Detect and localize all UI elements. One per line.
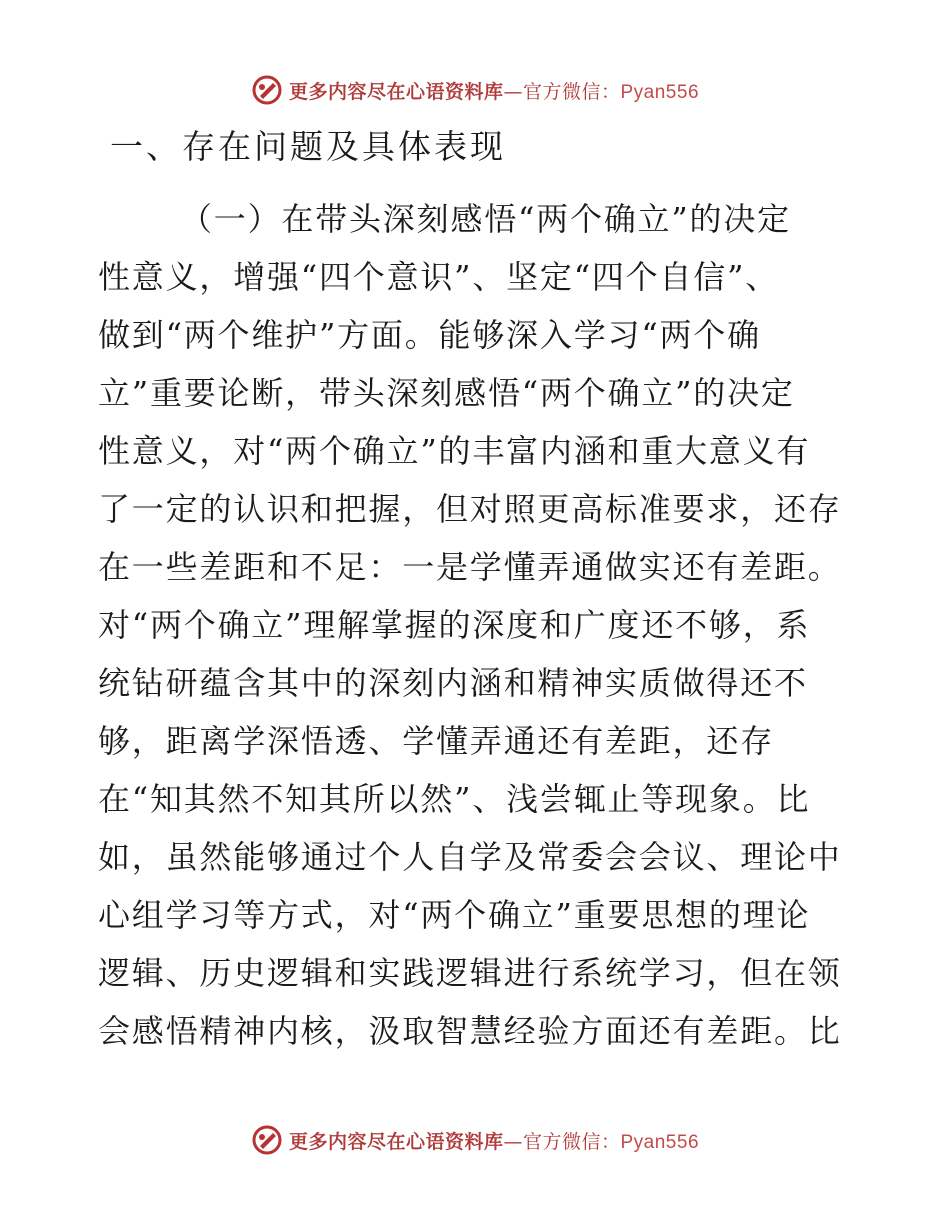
banner-wechat-id: Pyan556 (620, 1131, 700, 1153)
paragraph-line: 了一定的认识和把握，但对照更高标准要求，还存 (98, 490, 842, 528)
footer-banner (0, 1120, 950, 1160)
paragraph-line: 性意义，增强“四个意识”、坚定“四个自信”、 (98, 258, 780, 296)
banner-separator: — (503, 1130, 523, 1153)
paragraph-line: 在一些差距和不足：一是学懂弄通做实还有差距。 (98, 548, 842, 586)
paragraph-line: 如，虽然能够通过个人自学及常委会会议、理论中 (98, 838, 842, 876)
paragraph-line: 对“两个确立”理解掌握的深度和广度还不够，系 (98, 606, 811, 644)
paragraph-line: 立”重要论断，带头深刻感悟“两个确立”的决定 (98, 374, 795, 412)
paragraph-line: （一）在带头深刻感悟“两个确立”的决定 (180, 200, 791, 238)
banner-text (289, 1127, 699, 1154)
banner-prefix: 官方微信： (522, 1130, 621, 1153)
paragraph-line: 心组学习等方式，对“两个确立”重要思想的理论 (98, 896, 811, 934)
banner-text (289, 77, 699, 104)
section-heading: 一、存在问题及具体表现 (110, 127, 506, 166)
paragraph-line: 性意义，对“两个确立”的丰富内涵和重大意义有 (98, 432, 811, 470)
paragraph-line: 统钻研蕴含其中的深刻内涵和精神实质做得还不 (98, 664, 808, 702)
paragraph-line: 会感悟精神内核，汲取智慧经验方面还有差距。比 (98, 1012, 842, 1050)
paragraph-line: 在“知其然不知其所以然”、浅尝辄止等现象。比 (98, 780, 811, 818)
paragraph-line: 做到“两个维护”方面。能够深入学习“两个确 (98, 316, 761, 354)
banner-separator: — (503, 80, 523, 103)
banner-main-text: 更多内容尽在心语资料库 (288, 80, 504, 103)
header-banner (0, 70, 950, 110)
library-logo-icon (251, 1124, 283, 1156)
banner-prefix: 官方微信： (522, 80, 621, 103)
paragraph-line: 逻辑、历史逻辑和实践逻辑进行系统学习，但在领 (98, 954, 842, 992)
banner-main-text: 更多内容尽在心语资料库 (288, 1130, 504, 1153)
banner-wechat-id: Pyan556 (620, 81, 700, 103)
library-logo-icon (251, 74, 283, 106)
paragraph-line: 够，距离学深悟透、学懂弄通还有差距，还存 (98, 722, 775, 760)
paragraph (98, 190, 852, 1060)
